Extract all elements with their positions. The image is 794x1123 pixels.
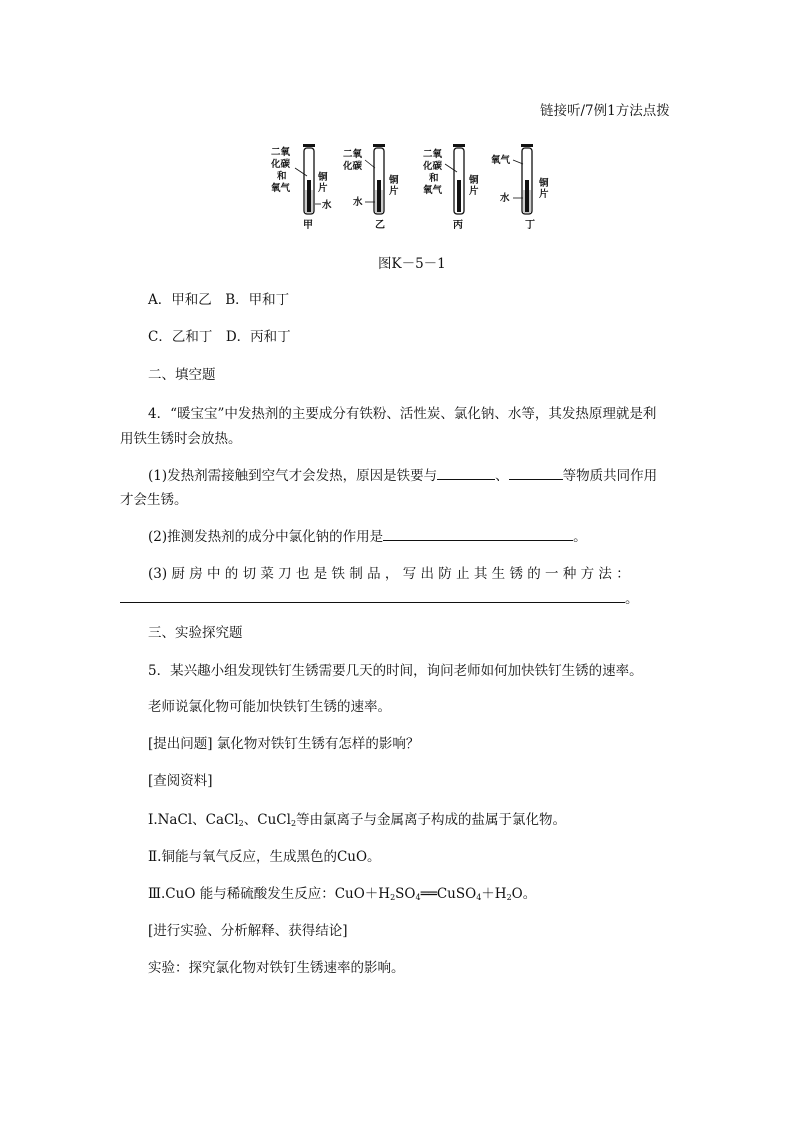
- q5-reference-1: [148, 810, 566, 834]
- ref1-sub1: 2: [238, 819, 244, 828]
- q4-blank-3[interactable]: [383, 526, 573, 541]
- tube1-liquid: 水: [322, 200, 332, 211]
- ref3-s3: 4: [476, 893, 482, 902]
- tube-yi: [342, 144, 399, 231]
- link-reference: 链接听/7例1方法点拨: [540, 103, 670, 119]
- tube1-gas-1: 二氧: [271, 147, 291, 158]
- tube3-plate-1: 铜: [469, 175, 479, 186]
- options-line-2: C．乙和丁 D．丙和丁: [148, 329, 291, 345]
- tube2-caption: 乙: [375, 220, 385, 231]
- ref3-a: Ⅲ.CuO 能与稀硫酸发生反应：CuO＋H: [148, 886, 391, 902]
- q4-part1-cont: 才会生锈。: [120, 492, 188, 508]
- q4-part2-text: (2)推测发热剂的成分中氯化钠的作用是: [148, 529, 384, 545]
- tube4-gas-1: 氧气: [491, 155, 511, 166]
- q5-reference-3: [148, 884, 536, 908]
- ref3-c: ══CuSO: [420, 886, 477, 902]
- q5-references-heading: [查阅资料]: [148, 773, 213, 789]
- tube1-gas-4: 氧气: [271, 183, 291, 194]
- tube2-plate-2: 片: [389, 186, 399, 197]
- tube3-gas-3: 和: [429, 173, 439, 184]
- ref3-s4: 2: [506, 893, 512, 902]
- q4-part2: [148, 526, 587, 547]
- options-line-1: A．甲和乙 B．甲和丁: [148, 292, 290, 308]
- ref3-d: ＋H: [481, 886, 507, 902]
- tube-ding: [491, 144, 549, 231]
- q4-blank-4[interactable]: [120, 588, 625, 603]
- tube-bing: [422, 144, 479, 231]
- ref3-e: O。: [511, 886, 537, 902]
- q4-blank-2[interactable]: [509, 465, 563, 480]
- tube3-gas-4: 氧气: [423, 185, 443, 196]
- figure-k-5-1: [265, 138, 565, 238]
- q4-stem-line-2: 用铁生锈时会放热。: [120, 431, 242, 447]
- ref3-b: SO: [395, 886, 416, 902]
- tube4-liquid: 水: [500, 193, 510, 204]
- q4-part3-answer: [120, 588, 639, 609]
- q5-line-2: 老师说氯化物可能加快铁钉生锈的速率。: [148, 699, 391, 715]
- ref1-c: 等由氯离子与金属离子构成的盐属于氯化物。: [296, 812, 567, 828]
- section-title-experiment: 三、实验探究题: [148, 625, 243, 641]
- section-title-fill-blank: 二、填空题: [148, 367, 216, 383]
- q5-experiment-text: 实验：探究氯化物对铁钉生锈速率的影响。: [148, 960, 405, 976]
- tube-jia: [270, 144, 332, 231]
- ref1-b: 、CuCl: [243, 812, 291, 828]
- tube1-plate-1: 铜: [318, 172, 328, 183]
- ref3-s2: 4: [415, 893, 421, 902]
- ref3-s1: 2: [390, 893, 396, 902]
- tube3-plate-2: 片: [469, 186, 479, 197]
- q5-problem: [提出问题] 氯化物对铁钉生锈有怎样的影响？: [148, 736, 420, 752]
- tube3-gas-1: 二氧: [423, 149, 443, 160]
- tube1-gas-2: 化碳: [271, 159, 291, 170]
- q4-part2-end: 。: [573, 529, 587, 545]
- tube2-gas-1: 二氧: [343, 149, 363, 160]
- ref1-sub2: 2: [290, 819, 297, 828]
- q5-experiment-heading: [进行实验、分析解释、获得结论]: [148, 923, 348, 939]
- q5-reference-2: Ⅱ.铜能与氧气反应，生成黑色的CuO。: [148, 849, 381, 865]
- tube2-liquid: 水: [353, 197, 363, 208]
- tube4-caption: 丁: [525, 220, 535, 231]
- ref1-a: Ⅰ.NaCl、CaCl: [148, 812, 239, 828]
- q4-part3-end: 。: [625, 591, 639, 607]
- q4-part3: (3) 厨 房 中 的 切 菜 刀 也 是 铁 制 品 ， 写 出 防 止 其 生 锈 的 一 种 方 法 ：: [148, 566, 630, 582]
- q4-part1-text-b: 、: [495, 468, 509, 484]
- q4-part1: [148, 465, 657, 486]
- tube2-gas-2: 化碳: [343, 161, 363, 172]
- tube4-plate-1: 铜: [539, 178, 549, 189]
- q4-part1-text-c: 等物质共同作用: [562, 468, 658, 484]
- tube2-plate-1: 铜: [389, 175, 399, 186]
- q4-blank-1[interactable]: [437, 465, 495, 480]
- tube1-plate-2: 片: [318, 183, 328, 194]
- tube1-gas-3: 和: [277, 171, 287, 182]
- q5-line-1: 5．某兴趣小组发现铁钉生锈需要几天的时间，询问老师如何加快铁钉生锈的速率。: [148, 663, 643, 679]
- tube1-caption: 甲: [303, 220, 313, 231]
- q4-stem-line-1: 4．“暖宝宝”中发热剂的主要成分有铁粉、活性炭、氯化钠、水等，其发热原理就是利: [148, 406, 657, 422]
- tube4-plate-2: 片: [539, 189, 549, 200]
- tube3-caption: 丙: [453, 220, 463, 231]
- figure-caption: 图K－5－1: [378, 256, 446, 272]
- q4-part1-text-a: (1)发热剂需接触到空气才会发热，原因是铁要与: [148, 468, 438, 484]
- tube3-gas-2: 化碳: [423, 161, 443, 172]
